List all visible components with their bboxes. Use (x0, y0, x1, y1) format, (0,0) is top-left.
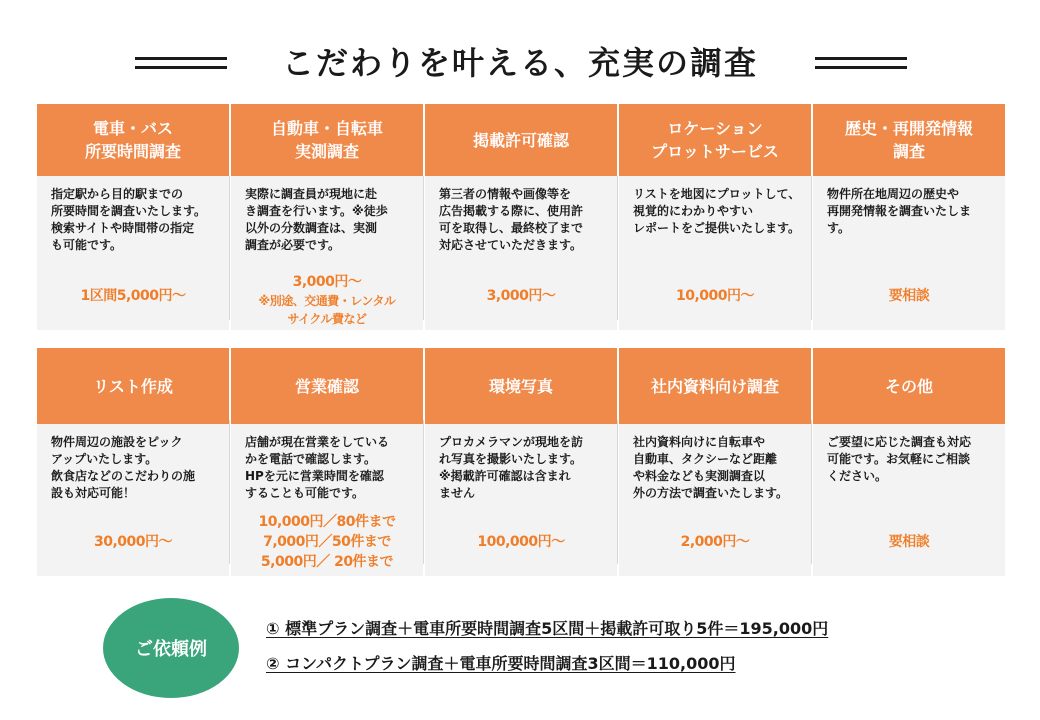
page-title: こだわりを叶える、充実の調査 (281, 44, 758, 82)
service-description: 店舗が現在営業をしている かを電話で確認します。 HPを元に営業時間を確認 することも可能です。 (245, 435, 390, 500)
service-name: リスト作成 (37, 348, 229, 424)
service-name: 社内資料向け調査 (619, 348, 811, 424)
service-price (37, 286, 229, 306)
service-row-2 (37, 348, 1003, 576)
service-description: 第三者の情報や画像等を 広告掲載する際に、使用許 可を取得し、最終校了まで 対応させていただきます。 (439, 187, 584, 252)
service-price (425, 532, 617, 552)
example-line-2: ② コンパクトプラン調査＋電車所要時間調査3区間＝110,000円 (266, 654, 736, 673)
price-value: 3,000円～ (292, 274, 362, 290)
service-description: 物件所在地周辺の歴史や 再開発情報を調査いたしま す。 (827, 187, 972, 235)
service-name: 歴史・再開発情報 調査 (813, 104, 1005, 176)
service-description: ご要望に応じた調査も対応 可能です。お気軽にご相談 ください。 (827, 435, 972, 483)
service-price (813, 286, 1005, 306)
service-price (619, 532, 811, 552)
service-description: 実際に調査員が現地に赴 き調査を行います。※徒歩 以外の分数調査は、実測 調査が必要です。 (245, 187, 388, 252)
price-value: 3,000円～ (486, 288, 556, 304)
service-name: 電車・バス 所要時間調査 (37, 104, 229, 176)
column-divider (423, 176, 424, 320)
service-price (425, 286, 617, 306)
column-divider (229, 420, 230, 564)
service-description: 社内資料向けに自転車や 自動車、タクシーなど距離 や料金なども実測調査以 外の方法で調査いたします。 (633, 435, 789, 500)
title-area (0, 38, 1040, 88)
service-price (231, 512, 423, 572)
service-description: リストを地図にプロットして、 視覚的にわかりやすい レポートをご提供いたします。 (633, 187, 801, 235)
price-value: 2,000円～ (680, 534, 750, 550)
column-divider (811, 176, 812, 320)
price-note: ※別途、交通費・レンタル サイクル費など (258, 294, 396, 326)
column-divider (229, 176, 230, 320)
price-value: 10,000円／80件まで 7,000円／50件まで 5,000円／ 20件まで (258, 514, 396, 570)
service-price (619, 286, 811, 306)
service-card (37, 104, 229, 330)
service-row-1 (37, 104, 1003, 330)
price-value: 1区間5,000円～ (80, 288, 186, 304)
service-card (619, 348, 811, 576)
service-price (813, 532, 1005, 552)
column-divider (617, 420, 618, 564)
price-value: 100,000円～ (477, 534, 565, 550)
service-description: プロカメラマンが現地を訪 れ写真を撮影いたします。 ※掲載許可確認は含まれ ません (439, 435, 584, 500)
service-card (813, 104, 1005, 330)
service-card (619, 104, 811, 330)
service-name: ロケーション プロットサービス (619, 104, 811, 176)
price-value: 要相談 (888, 288, 930, 304)
service-card (425, 348, 617, 576)
service-card (37, 348, 229, 576)
example-badge: ご依頼例 (103, 598, 239, 698)
example-line-1: ① 標準プラン調査＋電車所要時間調査5区間＋掲載許可取り5件＝195,000円 (266, 619, 829, 638)
service-card (425, 104, 617, 330)
service-description: 物件周辺の施設をピック アップいたします。 飲食店などのこだわりの施 設も対応可能！ (51, 435, 196, 500)
title-decoration-right (815, 57, 907, 69)
service-price (37, 532, 229, 552)
service-description: 指定駅から目的駅までの 所要時間を調査いたします。 検索サイトや時間帯の指定 も可能です。 (51, 187, 207, 252)
service-card (231, 104, 423, 330)
price-value: 30,000円～ (93, 534, 173, 550)
column-divider (811, 420, 812, 564)
service-name: 自動車・自転車 実測調査 (231, 104, 423, 176)
service-name: その他 (813, 348, 1005, 424)
column-divider (617, 176, 618, 320)
service-card (813, 348, 1005, 576)
service-price (231, 272, 423, 328)
service-name: 営業確認 (231, 348, 423, 424)
service-name: 環境写真 (425, 348, 617, 424)
column-divider (423, 420, 424, 564)
title-decoration-left (135, 57, 227, 69)
price-value: 要相談 (888, 534, 930, 550)
service-name: 掲載許可確認 (425, 104, 617, 176)
service-card (231, 348, 423, 576)
price-value: 10,000円～ (675, 288, 755, 304)
